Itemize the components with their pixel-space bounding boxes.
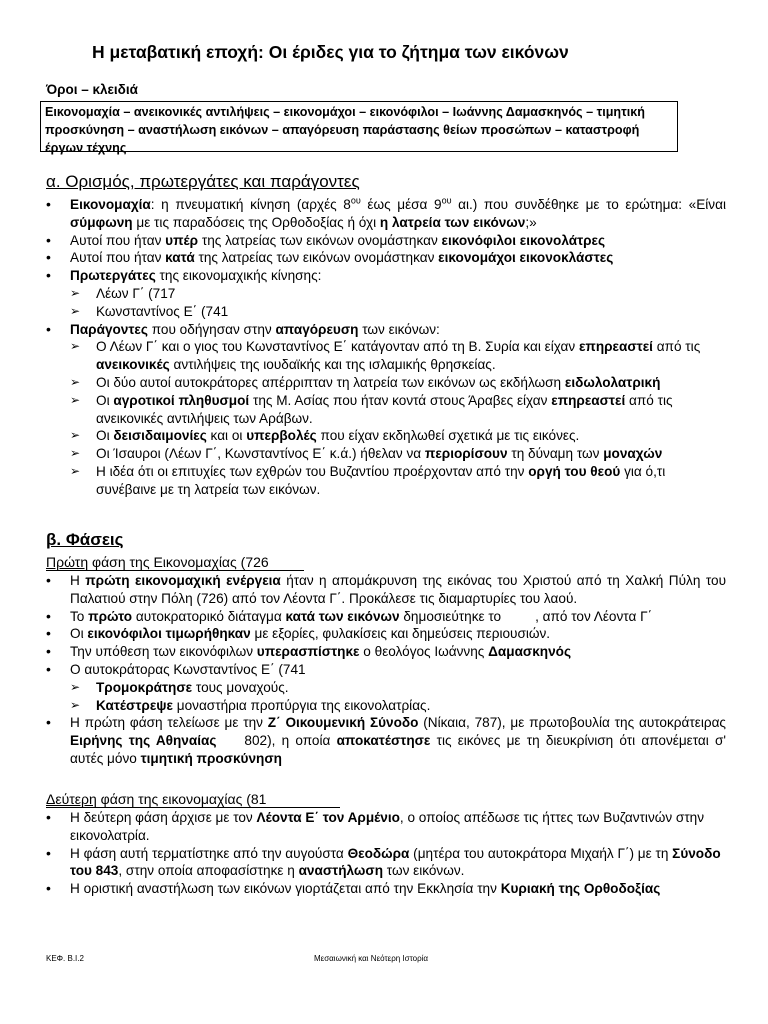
phase-1-body (46, 572, 726, 768)
leader-constantine: ➢ Κωνσταντίνος Ε΄ (741 (46, 303, 726, 321)
factor-4: ➢ Οι δεισιδαιμονίες και οι υπερβολές που είχαν εκδηλωθεί σχετικά με τις εικόνες. (46, 427, 726, 445)
section-a-body (46, 196, 726, 499)
phase-1-point-4: • Την υπόθεση των εικονόφιλων υπερασπίστηκε ο θεολόγος Ιωάννης Δαμασκηνός (46, 643, 726, 661)
phase-2-point-1: • Η δεύτερη φάση άρχισε με τον Λέοντα Ε΄ τον Αρμένιο, ο οποίος απέδωσε τις ήττες των Βυζαντινών στην εικονολατρία. (46, 809, 726, 845)
phase-1-subpoint-monks: ➢ Τρομοκράτησε τους μοναχούς. (46, 679, 726, 697)
phase-1-point-3: • Οι εικονόφιλοι τιμωρήθηκαν με εξορίες, φυλακίσεις και δημεύσεις περιουσιών. (46, 625, 726, 643)
phase-1-heading: Πρώτη φάση της Εικονομαχίας (726 (46, 554, 304, 571)
section-b-heading: β. Φάσεις (46, 530, 124, 549)
factor-6: ➢ Η ιδέα ότι οι επιτυχίες των εχθρών του Βυζαντίου προέρχονταν από την οργή του θεού για ό,τι συνέβαινε με τη λατρεία των εικόνων. (46, 463, 726, 499)
leader-leo: ➢ Λέων Γ΄ (717 (46, 285, 726, 303)
factors-item: • Παράγοντες που οδήγησαν στην απαγόρευση των εικόνων: (46, 321, 726, 339)
factor-2: ➢ Οι δύο αυτοί αυτοκράτορες απέρριπταν τη λατρεία των εικόνων ως εκδήλωση ειδωλολατρική (46, 374, 726, 392)
key-terms-box (40, 101, 678, 155)
footer-chapter: ΚΕΦ. Β.Ι.2 (46, 954, 84, 963)
phase-1-point-1: • Η πρώτη εικονομαχική ενέργεια ήταν η απομάκρυνση της εικόνας του Χριστού από τη Χαλκή Πύλη του Παλατιού στην Πόλη (726) από τον Λέοντα Γ΄. Προκάλεσε τις διαμαρτυρίες του λαού. (46, 572, 726, 608)
phase-1-point-6: • Η πρώτη φάση τελείωσε με την Ζ΄ Οικουμενική Σύνοδο (Νίκαια, 787), με πρωτοβουλία της αυτοκράτειρας Ειρήνης της Αθηναίας 802), η οποία αποκατέστησε τις εικόνες με τη διευκρίνιση ότι απονέμεται σ' αυτές μόνο τιμητική προσκύνηση (46, 714, 726, 767)
section-a-heading: α. Ορισμός, πρωτεργάτες και παράγοντες (46, 172, 360, 191)
iconoclasts-item: • Αυτοί που ήταν κατά της λατρείας των εικόνων ονομάστηκαν εικονομάχοι εικονοκλάστες (46, 249, 726, 267)
phase-2-point-3: • Η οριστική αναστήλωση των εικόνων γιορτάζεται από την Εκκλησία την Κυριακή της Ορθοδοξίας (46, 880, 726, 898)
key-terms-text: Εικονομαχία – ανεικονικές αντιλήψεις – εικονομάχοι – εικονόφιλοι – Ιωάννης Δαμασκηνός – τιμητική προσκύνηση – αναστήλωση εικόνων – απαγόρευση παράστασης θείων προσώπων – καταστροφή έργων τέχνης (45, 105, 645, 155)
phase-2-heading: Δεύτερη φάση της εικονομαχίας (81 (46, 791, 340, 808)
factor-5: ➢ Οι Ίσαυροι (Λέων Γ΄, Κωνσταντίνος Ε΄ κ.ά.) ήθελαν να περιορίσουν τη δύναμη των μοναχών (46, 445, 726, 463)
leaders-item: • Πρωτεργάτες της εικονομαχικής κίνησης: (46, 267, 726, 285)
factor-3: ➢ Οι αγροτικοί πληθυσμοί της Μ. Ασίας που ήταν κοντά στους Άραβες είχαν επηρεαστεί από τις ανεικονικές αντιλήψεις των Αράβων. (46, 392, 726, 428)
phase-2-point-2: • Η φάση αυτή τερματίστηκε από την αυγούστα Θεοδώρα (μητέρα του αυτοκράτορα Μιχαήλ Γ΄) με τη Σύνοδο του 843, στην οποία αποφασίστηκε η αναστήλωση των εικόνων. (46, 845, 726, 881)
phase-1-subpoint-monasteries: ➢ Κατέστρεψε μοναστήρια προπύργια της εικονολατρίας. (46, 697, 726, 715)
factor-1: ➢ Ο Λέων Γ΄ και ο γιος του Κωνσταντίνος Ε΄ κατάγονταν από τη Β. Συρία και είχαν επηρεαστεί από τις ανεικονικές αντιλήψεις της ιουδαϊκής και της ισλαμικής θρησκείας. (46, 338, 726, 374)
key-terms-label: Όροι – κλειδιά (46, 82, 138, 97)
footer-subject: Μεσαιωνική και Νεότερη Ιστορία (314, 954, 429, 963)
iconophiles-item: • Αυτοί που ήταν υπέρ της λατρείας των εικόνων ονομάστηκαν εικονόφιλοι εικονολάτρες (46, 232, 726, 250)
phase-2-body (46, 809, 726, 898)
page-title: Η μεταβατική εποχή: Οι έριδες για το ζήτημα των εικόνων (92, 42, 569, 62)
phase-1-point-5: • Ο αυτοκράτορας Κωνσταντίνος Ε΄ (741 (46, 661, 726, 679)
phase-1-point-2: • Το πρώτο αυτοκρατορικό διάταγμα κατά των εικόνων δημοσιεύτηκε το , από τον Λέοντα Γ΄ (46, 608, 726, 626)
definition-item: • Εικονομαχία: η πνευματική κίνηση (αρχές $8^{o\upsilon}$ έως μέσα $9^{o\upsilon}$ αι.) που συνδέθηκε με το ερώτημα: «Είναι σύμφωνη με τις παραδόσεις της Ορθοδοξίας ή όχι η λατρεία των εικόνων;» (46, 196, 726, 232)
